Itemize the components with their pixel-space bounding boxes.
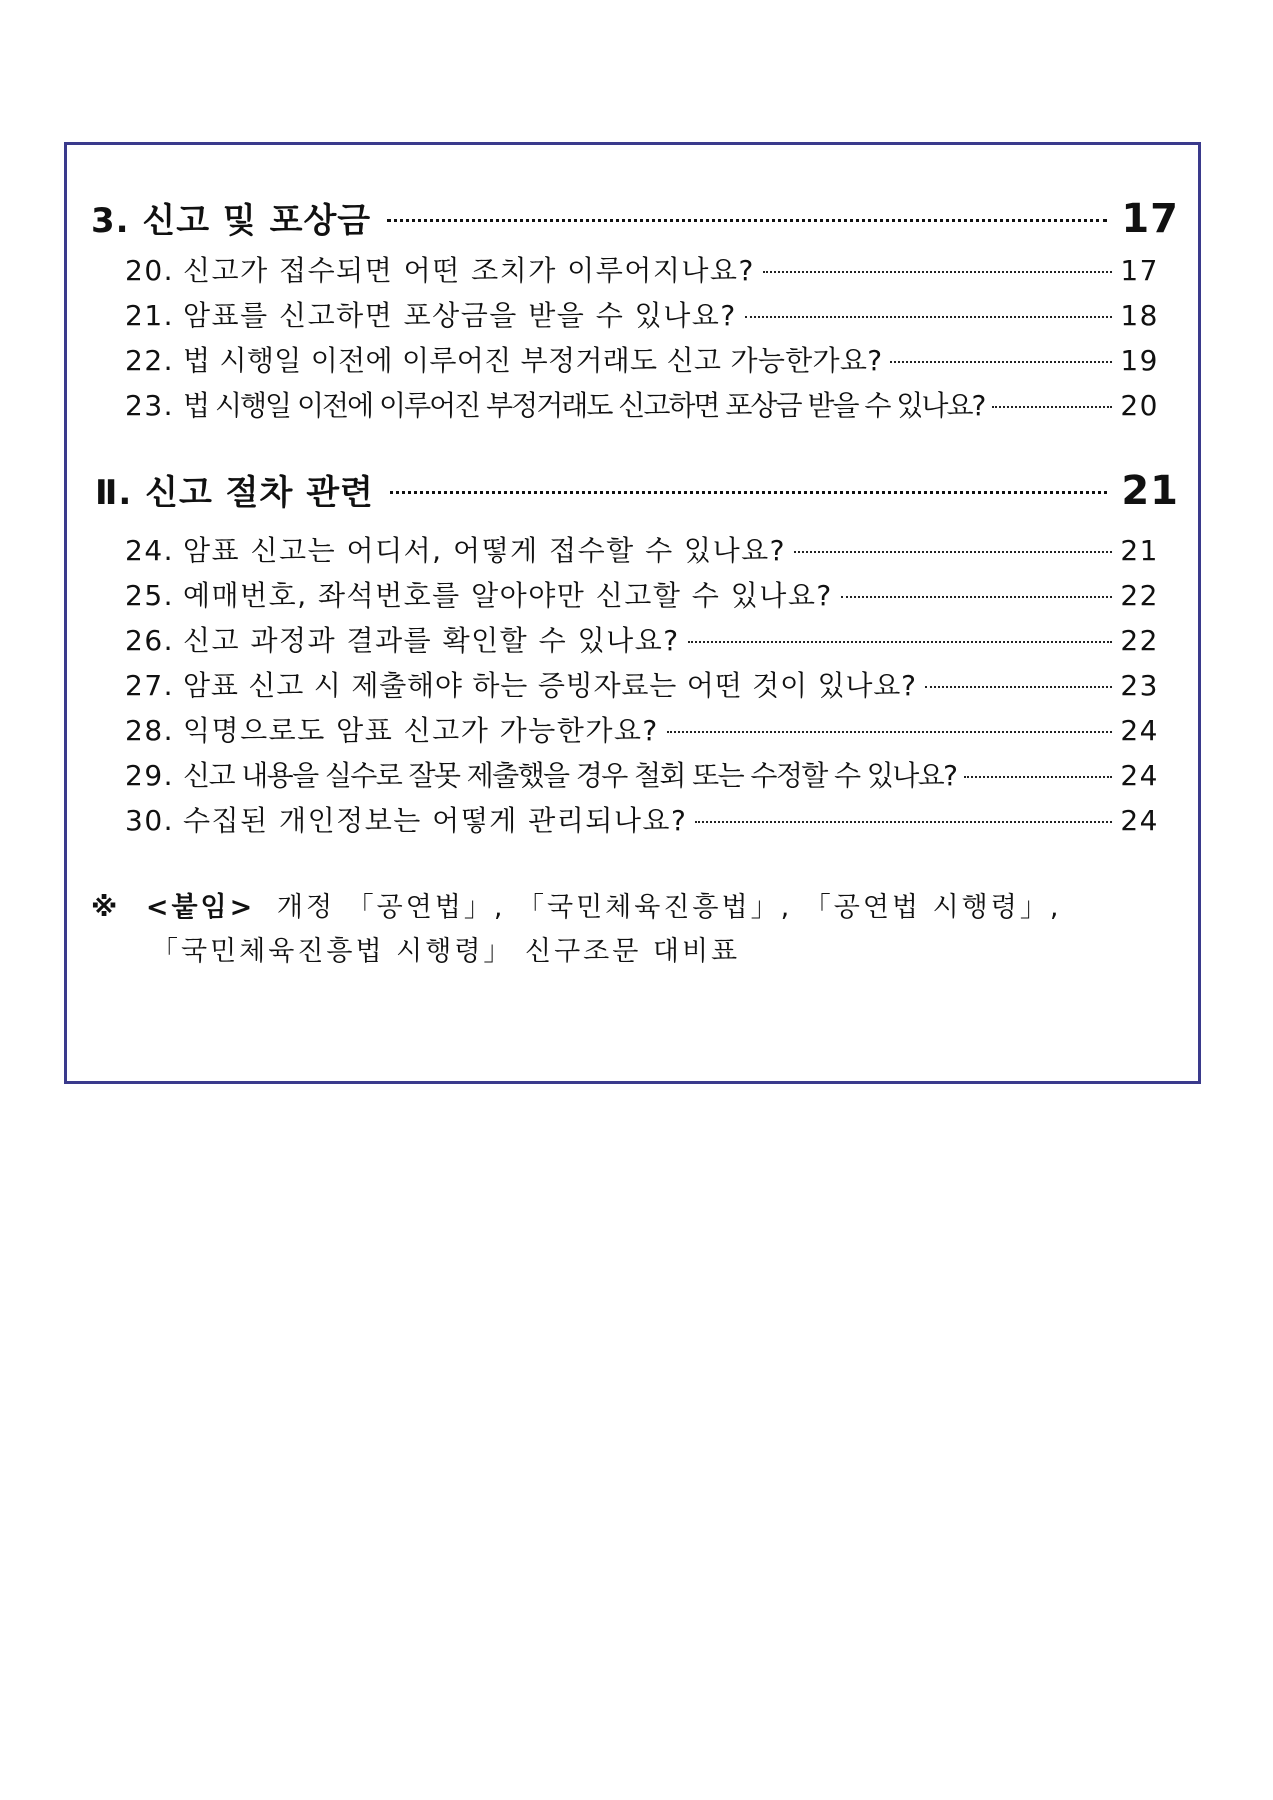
item-number: 30. <box>125 804 175 837</box>
item-text: 법 시행일 이전에 이루어진 부정거래도 신고 가능한가요? <box>183 344 883 377</box>
dot-leader <box>925 686 1113 688</box>
dot-leader <box>390 491 1107 494</box>
dot-leader <box>763 271 1113 273</box>
dot-leader <box>992 406 1112 408</box>
toc-item-21[interactable] <box>125 294 1159 334</box>
dot-leader <box>841 596 1113 598</box>
toc-item-29[interactable] <box>125 754 1159 794</box>
item-page-number: 24 <box>1120 804 1159 837</box>
item-page-number: 24 <box>1120 759 1159 792</box>
dot-leader <box>667 731 1113 733</box>
toc-item-25[interactable] <box>125 574 1159 614</box>
item-text: 암표 신고는 어디서, 어떻게 접수할 수 있나요? <box>183 534 787 567</box>
item-number: 26. <box>125 624 175 657</box>
item-text: 수집된 개인정보는 어떻게 관리되나요? <box>183 804 688 837</box>
item-text: 암표를 신고하면 포상금을 받을 수 있나요? <box>183 299 737 332</box>
attachment-text-line-2: 「국민체육진흥법 시행령」 신구조문 대비표 <box>151 936 741 967</box>
dot-leader <box>964 776 1112 778</box>
section-page-number: 17 <box>1121 196 1179 242</box>
section-page-number: 21 <box>1121 468 1179 514</box>
item-text: 암표 신고 시 제출해야 하는 증빙자료는 어떤 것이 있나요? <box>183 669 917 702</box>
item-page-number: 20 <box>1120 389 1159 422</box>
toc-item-20[interactable] <box>125 249 1159 289</box>
reference-mark: ※ <box>91 892 121 923</box>
item-number: 28. <box>125 714 175 747</box>
item-page-number: 19 <box>1120 344 1159 377</box>
item-number: 20. <box>125 254 175 287</box>
item-page-number: 18 <box>1120 299 1159 332</box>
toc-item-28[interactable] <box>125 709 1159 749</box>
toc-item-26[interactable] <box>125 619 1159 659</box>
attachment-note-line-1 <box>91 885 1061 924</box>
item-text: 신고가 접수되면 어떤 조치가 이루어지나요? <box>183 254 755 287</box>
item-page-number: 24 <box>1120 714 1159 747</box>
item-text: 익명으로도 암표 신고가 가능한가요? <box>183 714 659 747</box>
item-page-number: 22 <box>1120 579 1159 612</box>
toc-item-23[interactable] <box>125 384 1159 424</box>
item-page-number: 23 <box>1120 669 1159 702</box>
item-number: 25. <box>125 579 175 612</box>
toc-section-2[interactable] <box>95 465 1179 514</box>
toc-box <box>64 142 1201 1084</box>
attachment-label: <붙임> <box>145 892 256 923</box>
item-number: 21. <box>125 299 175 332</box>
dot-leader <box>688 641 1113 643</box>
item-page-number: 22 <box>1120 624 1159 657</box>
item-number: 23. <box>125 389 175 422</box>
dot-leader <box>695 821 1112 823</box>
item-text: 법 시행일 이전에 이루어진 부정거래도 신고하면 포상금 받을 수 있나요? <box>183 389 985 422</box>
attachment-note-line-2 <box>151 929 740 968</box>
toc-item-22[interactable] <box>125 339 1159 379</box>
section-title: Ⅱ. 신고 절차 관련 <box>95 473 374 513</box>
dot-leader <box>745 316 1113 318</box>
toc-item-27[interactable] <box>125 664 1159 704</box>
item-text: 신고 과정과 결과를 확인할 수 있나요? <box>183 624 680 657</box>
dot-leader <box>890 361 1112 363</box>
attachment-text-line-1: 개정 「공연법」, 「국민체육진흥법」, 「공연법 시행령」, <box>276 892 1062 923</box>
item-number: 24. <box>125 534 175 567</box>
section-title: 3. 신고 및 포상금 <box>91 201 372 241</box>
item-number: 27. <box>125 669 175 702</box>
item-text: 예매번호, 좌석번호를 알아야만 신고할 수 있나요? <box>183 579 833 612</box>
item-number: 29. <box>125 759 175 792</box>
item-number: 22. <box>125 344 175 377</box>
dot-leader <box>387 219 1107 222</box>
item-page-number: 21 <box>1120 534 1159 567</box>
dot-leader <box>794 551 1112 553</box>
toc-section-3[interactable] <box>91 193 1179 242</box>
item-page-number: 17 <box>1120 254 1159 287</box>
toc-item-24[interactable] <box>125 529 1159 569</box>
toc-item-30[interactable] <box>125 799 1159 839</box>
item-text: 신고 내용을 실수로 잘못 제출했을 경우 철회 또는 수정할 수 있나요? <box>183 759 957 792</box>
